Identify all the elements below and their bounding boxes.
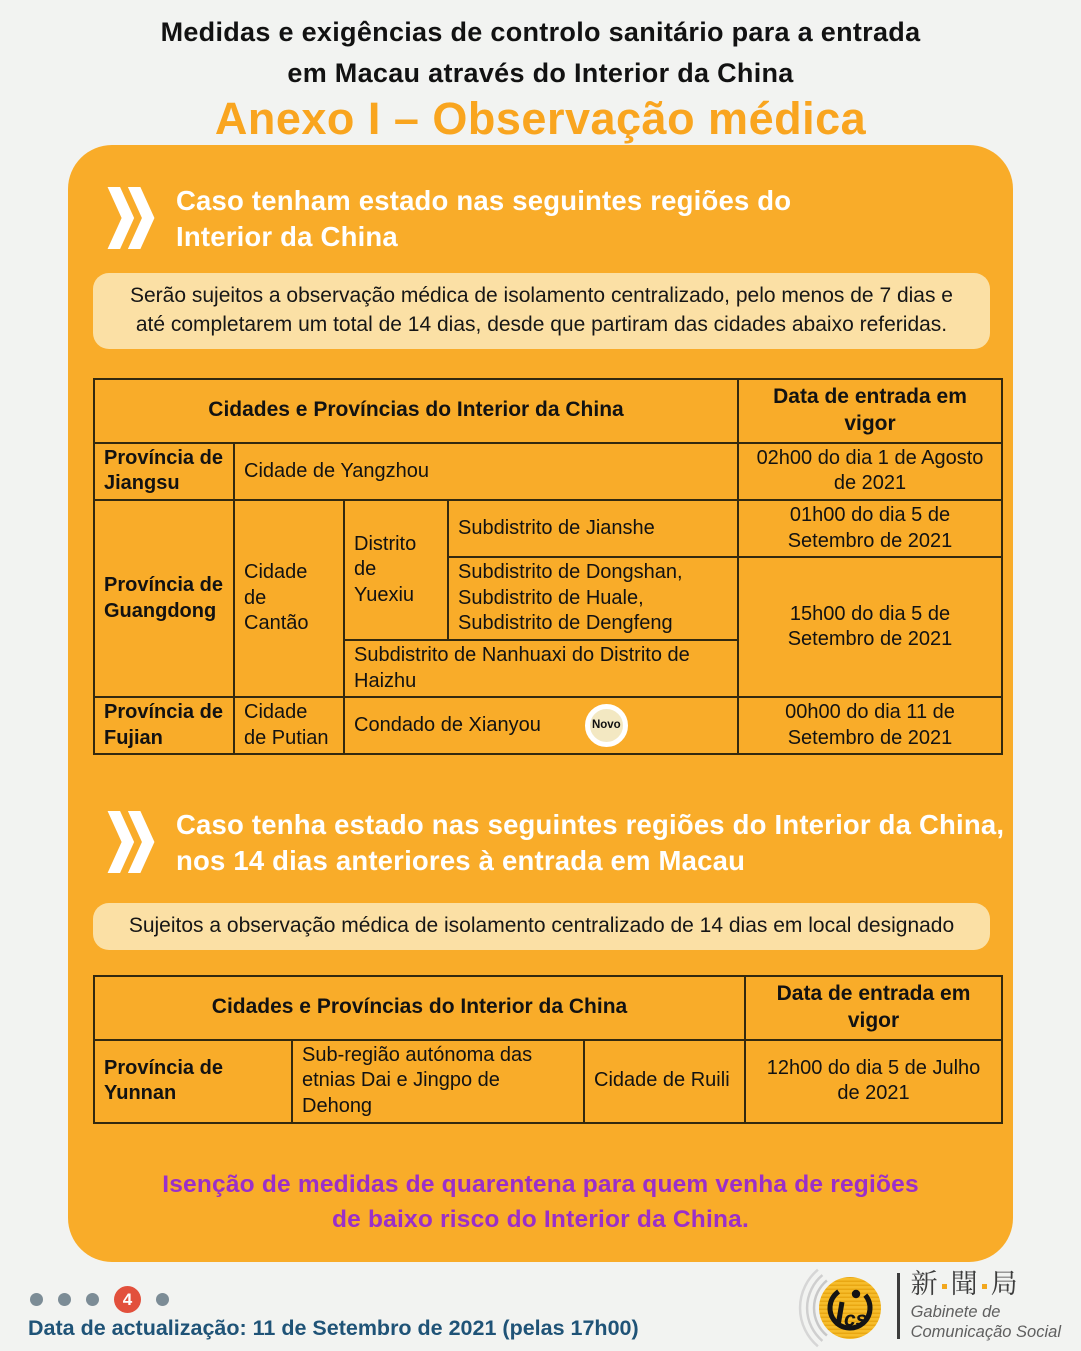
gcs-logo-mark (790, 1262, 886, 1350)
logo-dot (851, 1290, 859, 1298)
cell-city-yangzhou: Cidade de Yangzhou (234, 443, 738, 500)
cell-subregion-dehong: Sub-região autónoma das etnias Dai e Jingpo de Dehong (292, 1040, 584, 1123)
table-row (94, 697, 1002, 754)
section-2 (106, 807, 1028, 880)
table-row (94, 500, 1002, 557)
logo-divider (897, 1273, 900, 1339)
cell-date-jiangsu: 02h00 do dia 1 de Agosto de 2021 (738, 443, 1002, 500)
page-dot-1 (30, 1293, 43, 1306)
page-dot-3 (86, 1293, 99, 1306)
page-dot-2 (58, 1293, 71, 1306)
xianyou-label: Condado de Xianyou (354, 713, 541, 736)
logo-text (911, 1270, 1061, 1342)
cell-province-yunnan: Província de Yunnan (94, 1040, 292, 1123)
section-1 (106, 183, 881, 256)
content-card (68, 145, 1013, 1262)
annex-subtitle: Anexo I – Observação médica (214, 93, 867, 144)
section-2-note: Sujeitos a observação médica de isolamento centralizado de 14 dias em local designado (93, 903, 990, 950)
cell-date-yunnan: 12h00 do dia 5 de Julho de 2021 (745, 1040, 1002, 1123)
cell-city-ruili: Cidade de Ruili (584, 1040, 745, 1123)
double-chevron-icon (106, 811, 156, 873)
section-1-heading: Caso tenham estado nas seguintes regiões do Interior da China (176, 185, 792, 253)
page-dot-5 (156, 1293, 169, 1306)
logo-cn-char: 局 (990, 1269, 1018, 1301)
cell-city-cantao: Cidade de Cantão (234, 500, 344, 697)
exemption-note: Isenção de medidas de quarentena para quem venha de regiões de baixo risco do Interior da China. (162, 1171, 919, 1233)
cn-dot (942, 1284, 947, 1289)
page-header (0, 12, 1081, 145)
cn-dot (982, 1284, 987, 1289)
regions-table-2 (93, 975, 1003, 1124)
cell-sub-nanhuaxi: Subdistrito de Nanhuaxi do Distrito de Haizhu (344, 640, 738, 697)
page-title (0, 12, 1081, 93)
cell-city-putian: Cidade de Putian (234, 697, 344, 754)
column-header-cities: Cidades e Províncias do Interior da China (94, 379, 738, 443)
logo-chinese-name (911, 1270, 1061, 1300)
column-header-cities: Cidades e Províncias do Interior da China (94, 976, 745, 1040)
cell-province-fujian: Província de Fujian (94, 697, 234, 754)
cell-date-fujian: 00h00 do dia 11 de Setembro de 2021 (738, 697, 1002, 754)
logo-monogram: cs (843, 1308, 867, 1331)
table-row (94, 379, 1002, 443)
logo-pt-line2: Comunicação Social (910, 1322, 1061, 1341)
logo-cn-char: 新 (910, 1269, 938, 1301)
cell-province-guangdong: Província de Guangdong (94, 500, 234, 697)
page-title-line2: em Macau através do Interior da China (287, 57, 794, 88)
logo-cn-char: 聞 (950, 1269, 978, 1301)
page-title-line1: Medidas e exigências de controlo sanitário para a entrada (160, 17, 921, 47)
cell-province-jiangsu: Província de Jiangsu (94, 443, 234, 500)
cell-sub-xianyou (344, 697, 738, 754)
section-2-heading: Caso tenha estado nas seguintes regiões do Interior da China, nos 14 dias anteriores à entrada em Macau (176, 809, 1005, 877)
section-1-note: Serão sujeitos a observação médica de isolamento centralizado, pelo menos de 7 dias e até completarem um total de 14 dias, desde que partiram das cidades abaixo referidas. (93, 273, 990, 349)
cell-date-dongshan: 15h00 do dia 5 de Setembro de 2021 (738, 557, 1002, 697)
cell-date-jianshe: 01h00 do dia 5 de Setembro de 2021 (738, 500, 1002, 557)
update-date-text: Data de actualização: 11 de Setembro de 2021 (pelas 17h00) (28, 1316, 639, 1340)
regions-table-1 (93, 378, 1003, 755)
double-chevron-icon (106, 187, 156, 249)
cell-sub-jianshe: Subdistrito de Jianshe (448, 500, 738, 557)
page-dot-4-active: 4 (114, 1286, 141, 1313)
cell-sub-dongshan: Subdistrito de Dongshan, Subdistrito de Huale, Subdistrito de Dengfeng (448, 557, 738, 640)
table-row (94, 443, 1002, 500)
table-row (94, 1040, 1002, 1123)
column-header-date: Data de entrada em vigor (745, 976, 1002, 1040)
cell-district-yuexiu: Distrito de Yuexiu (344, 500, 448, 640)
column-header-date: Data de entrada em vigor (738, 379, 1002, 443)
novo-badge: Novo (585, 704, 628, 747)
logo-pt-line1: Gabinete de (910, 1302, 1001, 1321)
table-row (94, 976, 1002, 1040)
page-indicator (30, 1286, 169, 1313)
gcs-logo (790, 1262, 1061, 1350)
exemption-note-wrap (68, 1168, 1013, 1238)
logo-portuguese-name (911, 1302, 1061, 1342)
